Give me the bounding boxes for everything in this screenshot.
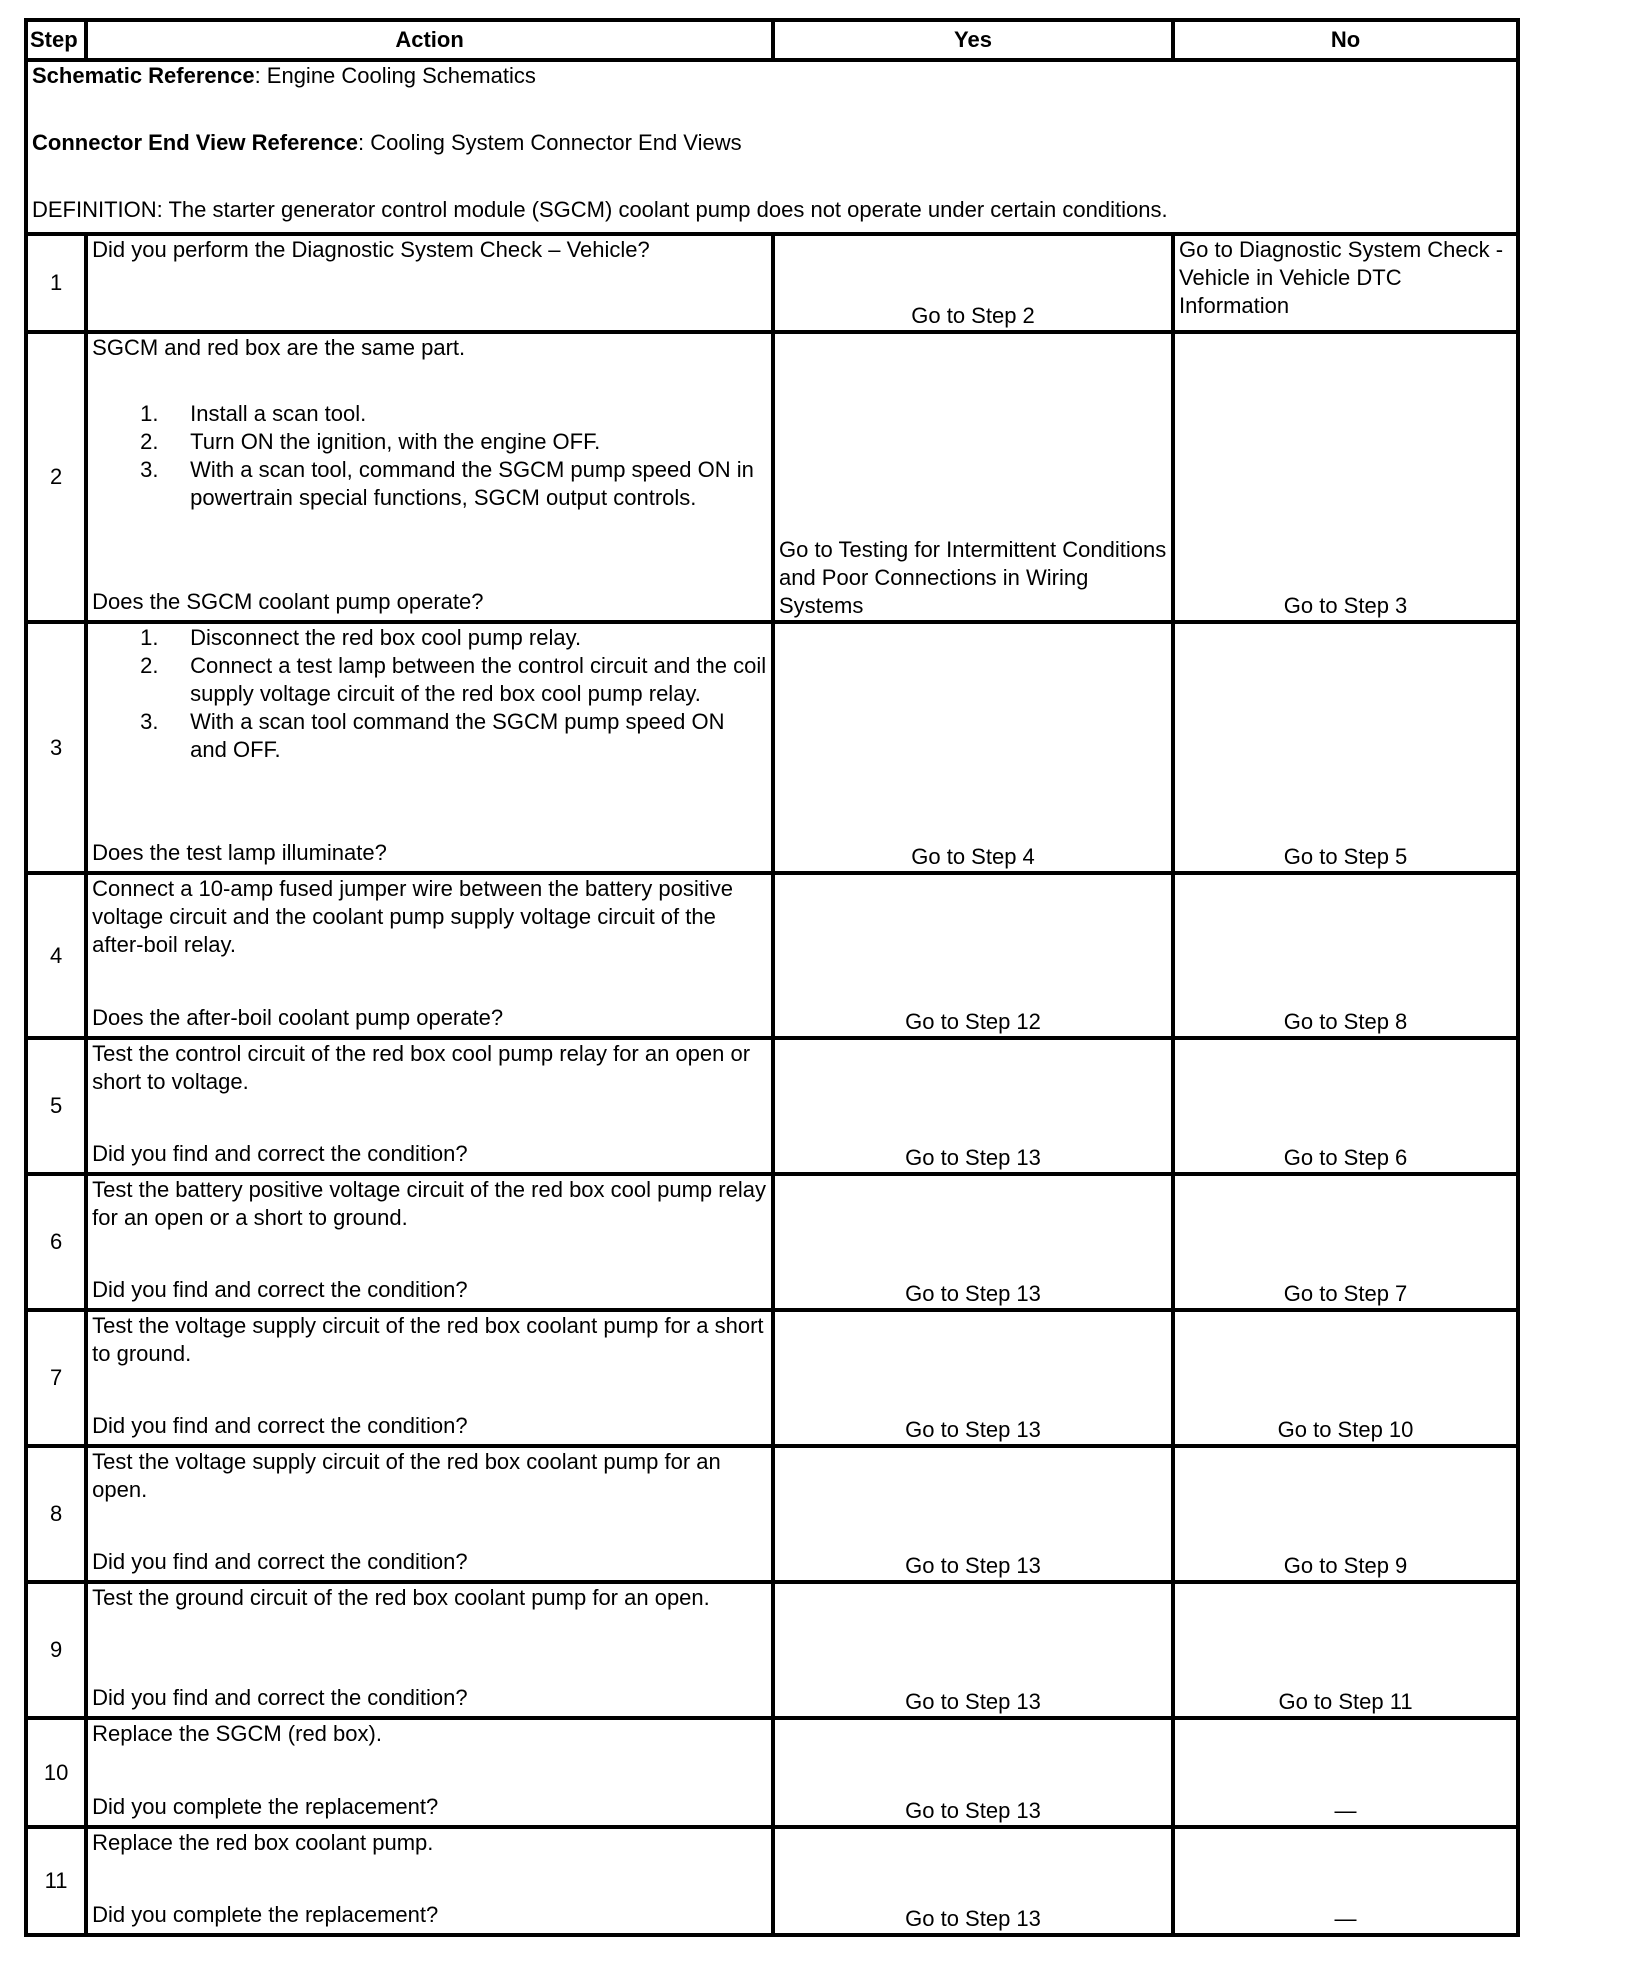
step-question: Did you find and correct the condition? bbox=[92, 1685, 468, 1710]
step-question: Did you find and correct the condition? bbox=[92, 1549, 468, 1574]
step-number: 1 bbox=[26, 234, 86, 332]
step-yes-result: Go to Step 13 bbox=[773, 1446, 1173, 1582]
substep-item bbox=[92, 624, 767, 652]
substep-number: 2. bbox=[140, 429, 159, 454]
definition: DEFINITION: The starter generator control module (SGCM) coolant pump does not operate under certain conditions. bbox=[32, 197, 1168, 222]
step-yes-result: Go to Step 13 bbox=[773, 1718, 1173, 1827]
substep-item bbox=[92, 428, 767, 456]
step-no-result: — bbox=[1173, 1827, 1518, 1935]
substep-text: Turn ON the ignition, with the engine OFF. bbox=[190, 429, 601, 454]
step-action bbox=[86, 1718, 773, 1827]
step-question: Did you complete the replacement? bbox=[92, 1902, 439, 1927]
step-number: 5 bbox=[26, 1038, 86, 1174]
step-number: 7 bbox=[26, 1310, 86, 1446]
header-yes: Yes bbox=[773, 20, 1173, 60]
step-row bbox=[26, 1718, 1518, 1827]
step-no-result: Go to Step 8 bbox=[1173, 873, 1518, 1038]
step-question: Did you complete the replacement? bbox=[92, 1794, 439, 1819]
step-number: 2 bbox=[26, 332, 86, 622]
step-no-result: Go to Step 11 bbox=[1173, 1582, 1518, 1718]
step-question: Did you find and correct the condition? bbox=[92, 1141, 468, 1166]
step-instruction: Test the control circuit of the red box cool pump relay for an open or short to voltage. bbox=[92, 1041, 751, 1094]
step-row bbox=[26, 332, 1518, 622]
step-instruction: Did you perform the Diagnostic System Check – Vehicle? bbox=[92, 237, 650, 262]
diagnostic-table bbox=[24, 18, 1520, 1937]
step-number: 10 bbox=[26, 1718, 86, 1827]
step-yes-result: Go to Testing for Intermittent Conditions and Poor Connections in Wiring Systems bbox=[773, 332, 1173, 622]
step-action bbox=[86, 1174, 773, 1310]
step-row bbox=[26, 1038, 1518, 1174]
step-row bbox=[26, 873, 1518, 1038]
header-no: No bbox=[1173, 20, 1518, 60]
step-number: 11 bbox=[26, 1827, 86, 1935]
step-no-result: Go to Step 6 bbox=[1173, 1038, 1518, 1174]
step-instruction: Replace the red box coolant pump. bbox=[92, 1830, 434, 1855]
step-number: 3 bbox=[26, 622, 86, 873]
step-substeps bbox=[92, 400, 767, 512]
step-number: 6 bbox=[26, 1174, 86, 1310]
substep-item bbox=[92, 708, 767, 764]
step-no-result: Go to Step 3 bbox=[1173, 332, 1518, 622]
step-yes-result: Go to Step 2 bbox=[773, 234, 1173, 332]
step-row bbox=[26, 1310, 1518, 1446]
step-number: 9 bbox=[26, 1582, 86, 1718]
step-yes-result: Go to Step 13 bbox=[773, 1827, 1173, 1935]
step-yes-result: Go to Step 4 bbox=[773, 622, 1173, 873]
step-question: Does the test lamp illuminate? bbox=[92, 840, 387, 865]
substep-number: 3. bbox=[140, 457, 159, 482]
step-instruction: Test the voltage supply circuit of the red box coolant pump for a short to ground. bbox=[92, 1313, 764, 1366]
header-step: Step bbox=[26, 20, 86, 60]
step-instruction: Replace the SGCM (red box). bbox=[92, 1721, 382, 1746]
step-yes-result: Go to Step 13 bbox=[773, 1310, 1173, 1446]
step-no-result: Go to Step 7 bbox=[1173, 1174, 1518, 1310]
step-instruction: Test the battery positive voltage circuit of the red box cool pump relay for an open or a short to ground. bbox=[92, 1177, 766, 1230]
step-question: Does the SGCM coolant pump operate? bbox=[92, 589, 484, 614]
substep-text: Connect a test lamp between the control circuit and the coil supply voltage circuit of the red box cool pump relay. bbox=[190, 653, 767, 706]
substep-text: With a scan tool, command the SGCM pump speed ON in powertrain special functions, SGCM output controls. bbox=[190, 457, 754, 510]
step-action bbox=[86, 1310, 773, 1446]
step-row bbox=[26, 1174, 1518, 1310]
step-row bbox=[26, 1827, 1518, 1935]
substep-number: 3. bbox=[140, 709, 159, 734]
substep-text: With a scan tool command the SGCM pump speed ON and OFF. bbox=[190, 709, 725, 762]
step-question: Did you find and correct the condition? bbox=[92, 1413, 468, 1438]
step-action bbox=[86, 1038, 773, 1174]
step-instruction: Test the voltage supply circuit of the red box coolant pump for an open. bbox=[92, 1449, 721, 1502]
substep-item bbox=[92, 652, 767, 708]
step-yes-result: Go to Step 13 bbox=[773, 1582, 1173, 1718]
substep-item bbox=[92, 400, 767, 428]
step-yes-result: Go to Step 12 bbox=[773, 873, 1173, 1038]
step-row bbox=[26, 1582, 1518, 1718]
step-no-result: Go to Diagnostic System Check - Vehicle in Vehicle DTC Information bbox=[1173, 234, 1518, 332]
step-instruction: Test the ground circuit of the red box coolant pump for an open. bbox=[92, 1585, 710, 1610]
step-action bbox=[86, 873, 773, 1038]
reference-cell bbox=[26, 60, 1518, 234]
step-question: Did you find and correct the condition? bbox=[92, 1277, 468, 1302]
step-number: 8 bbox=[26, 1446, 86, 1582]
connector-reference-label: Connector End View Reference bbox=[32, 130, 359, 155]
step-action bbox=[86, 332, 773, 622]
step-no-result: Go to Step 9 bbox=[1173, 1446, 1518, 1582]
step-action bbox=[86, 234, 773, 332]
header-action: Action bbox=[86, 20, 773, 60]
substep-text: Disconnect the red box cool pump relay. bbox=[190, 625, 582, 650]
reference-row bbox=[26, 60, 1518, 234]
step-number: 4 bbox=[26, 873, 86, 1038]
step-yes-result: Go to Step 13 bbox=[773, 1174, 1173, 1310]
step-row bbox=[26, 234, 1518, 332]
connector-reference bbox=[32, 129, 1512, 157]
connector-reference-value: : Cooling System Connector End Views bbox=[358, 130, 742, 155]
schematic-reference-value: : Engine Cooling Schematics bbox=[254, 63, 536, 88]
substep-number: 1. bbox=[140, 625, 159, 650]
header-row bbox=[26, 20, 1518, 60]
step-action bbox=[86, 622, 773, 873]
step-substeps bbox=[92, 624, 767, 764]
step-action bbox=[86, 1827, 773, 1935]
substep-number: 1. bbox=[140, 401, 159, 426]
step-instruction: SGCM and red box are the same part. bbox=[92, 335, 466, 360]
step-no-result: Go to Step 5 bbox=[1173, 622, 1518, 873]
step-action bbox=[86, 1446, 773, 1582]
schematic-reference bbox=[32, 62, 1512, 90]
substep-item bbox=[92, 456, 767, 512]
step-no-result: Go to Step 10 bbox=[1173, 1310, 1518, 1446]
substep-number: 2. bbox=[140, 653, 159, 678]
step-row bbox=[26, 1446, 1518, 1582]
substep-text: Install a scan tool. bbox=[190, 401, 367, 426]
step-no-result: — bbox=[1173, 1718, 1518, 1827]
step-row bbox=[26, 622, 1518, 873]
step-yes-result: Go to Step 13 bbox=[773, 1038, 1173, 1174]
schematic-reference-label: Schematic Reference bbox=[32, 63, 255, 88]
step-question: Does the after-boil coolant pump operate? bbox=[92, 1005, 504, 1030]
step-instruction: Connect a 10-amp fused jumper wire between the battery positive voltage circuit and the coolant pump supply voltage circuit of the after-boil relay. bbox=[92, 876, 733, 957]
step-action bbox=[86, 1582, 773, 1718]
